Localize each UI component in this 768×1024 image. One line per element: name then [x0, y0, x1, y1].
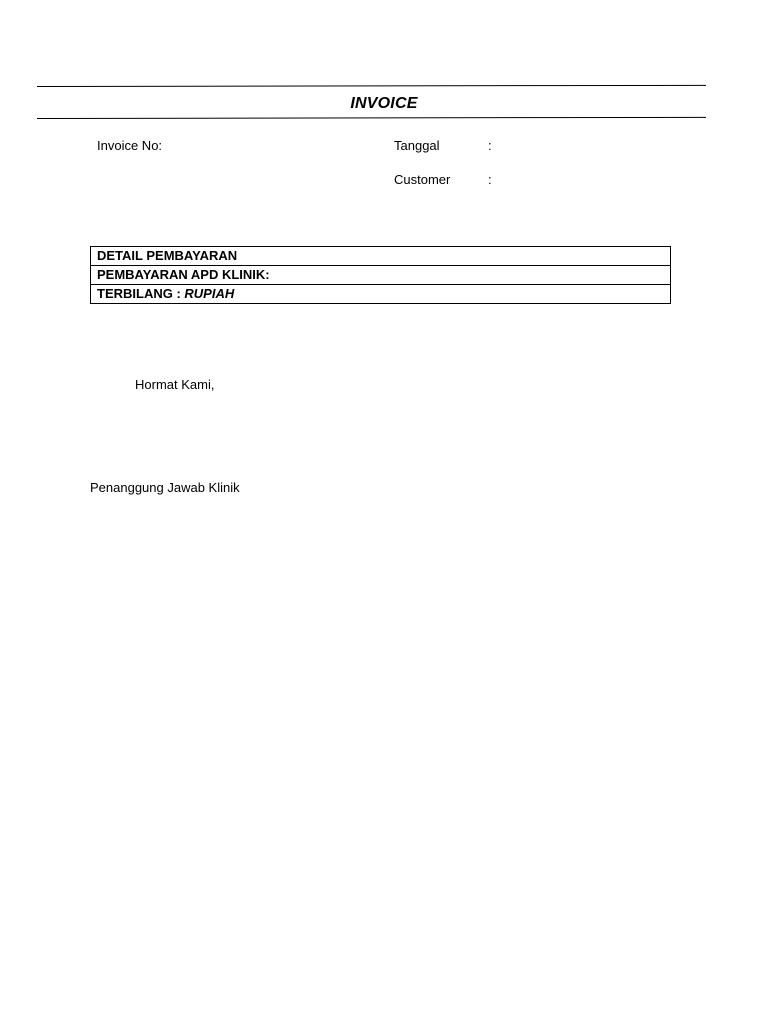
table-row	[91, 266, 671, 285]
top-divider	[37, 85, 706, 87]
signatory-title: Penanggung Jawab Klinik	[90, 480, 240, 495]
table-row	[91, 247, 671, 266]
amount-in-words-cell	[91, 285, 671, 304]
payment-detail-table	[90, 246, 671, 304]
invoice-number-label: Invoice No:	[97, 138, 163, 153]
closing-greeting: Hormat Kami,	[135, 377, 215, 392]
payment-detail-label: DETAIL PEMBAYARAN	[97, 248, 238, 263]
customer-label: Customer	[394, 172, 451, 187]
payment-detail-heading	[91, 247, 671, 266]
date-colon: :	[488, 138, 492, 153]
payment-apd-cell	[91, 266, 671, 285]
currency-text: RUPIAH	[184, 286, 235, 301]
payment-apd-label: PEMBAYARAN APD KLINIK:	[97, 267, 270, 282]
invoice-title: INVOICE	[350, 95, 418, 112]
table-row	[91, 285, 671, 304]
date-label: Tanggal	[394, 138, 440, 153]
amount-in-words-label: TERBILANG :	[97, 286, 185, 301]
customer-colon: :	[488, 172, 492, 187]
title-divider	[37, 117, 706, 119]
